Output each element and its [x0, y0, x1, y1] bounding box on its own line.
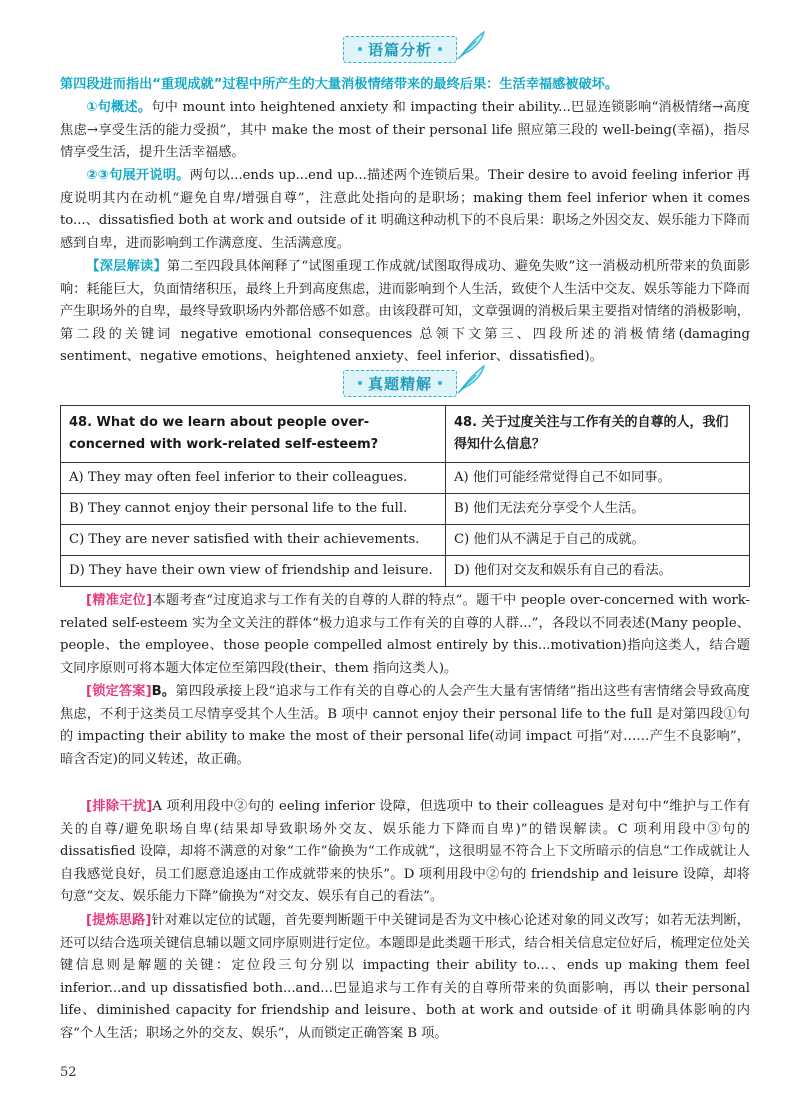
exclude-label: [排除干扰] — [86, 799, 153, 814]
locate-label: [精准定位] — [86, 593, 153, 608]
refine-text: 针对难以定位的试题，首先要判断题干中关键词是否为文中核心论述对象的同义改写；如若无法判断，还可以结合选项关键信息辅以题文同序原则进行定位。本题即是此类题干形式，结合相关信息定位好后，梳理定位处关键信息则是解题的关键：定位段三句分别以 impacting their ability to...、ends up making them feel inferior...and up dissatisfied both...and...巴显追求与工作有关的自尊所带来的负面影响，再以 their personal life、diminished capacity for friendship and leisure、both at work and outside of it 明确具体影响的内容“个人生活；职场之外的交友、娱乐”，从而锁定正确答案 B 项。 — [60, 913, 750, 1041]
answer-text: 第四段承接上段“追求与工作有关的自尊心的人会产生大量有害情绪”指出这些有害情绪会导致高度焦虑，不利于这类员工尽情享受其个人生活。B 项中 cannot enjoy their personal life to the full 是对第四段①句的 impacting their ability to make the most of their personal life(动词 impact 可指“对……产生不良影响”，暗含否定)的同义转述，故正确。 — [60, 684, 750, 767]
table-row-option — [61, 494, 750, 525]
table-row-stem — [61, 406, 750, 463]
option-a-en: A) They may often feel inferior to their colleagues. — [61, 463, 446, 494]
analysis-p1-label: ①句概述。 — [86, 100, 152, 115]
question-stem-en: 48. What do we learn about people over-concerned with work-related self-esteem? — [61, 406, 446, 463]
answer-letter: B。 — [151, 684, 176, 699]
analysis-p2-text: 两句以...ends up...end up...描述两个连锁后果。Their desire to avoid feeling inferior 再度说明其内在动机“避免自卑/增强自尊”，注意此处指向的是职场；making them feel inferior when it comes to...、dissatisfied both at work and outside of it 明确这种动机下的不良后果：职场之外因交友、娱乐能力下降而感到自卑，进而影响到工作满意度、生活满意度。 — [60, 168, 750, 251]
analysis-lead: 第四段进而指出“重现成就”过程中所产生的大量消极情绪带来的最终后果：生活幸福感被破坏。 — [60, 77, 619, 92]
exclude-text: A 项利用段中②句的 eeling inferior 设障，但选项中 to their colleagues 是对句中“维护与工作有关的自尊/避免职场自卑(结果却导致职场外交友、娱乐能力下降而自卑)”的错误解读。C 项利用段中③句的 dissatisfied 设障，却将不满意的对象“工作”偷换为“工作成就”，这很明显不符合上下文所暗示的信息“工作成就让人自我感觉良好，员工们愿意追逐由工作成就带来的快乐”。D 项利用段中②句的 friendship and leisure 设障，却将句意“交友、娱乐能力下降”偷换为“对交友、娱乐有自己的看法”。 — [60, 799, 750, 905]
banner-dot-icon — [358, 381, 362, 385]
banner-title: 语篇分析 — [367, 40, 432, 59]
option-b-zh: B) 他们无法充分享受个人生活。 — [446, 494, 750, 525]
analysis-p1-text: 句中 mount into heightened anxiety 和 impacting their ability...巴显连锁影响“消极情绪→高度焦虑→享受生活的能力受损”，其中 make the most of their personal life 照应第三段的 well-being(幸福)，指尽情享受生活，提升生活幸福感。 — [60, 100, 750, 161]
locate-text: 本题考查“过度追求与工作有关的自尊的人群的特点”。题干中 people over-concerned with work-related self-esteem 实为全文关注的群体“极力追求与工作有关的自尊的人群...”，各段以不同表述(Many people、people、the employee、those people compelled almost entirely by this...motivation)指向这类人，结合题文同序原则可将本题大体定位至第四段(their、them 指向这类人)。 — [60, 593, 750, 676]
explain-answer — [60, 681, 750, 771]
analysis-p2-label: ②③句展开说明。 — [86, 168, 190, 183]
table-row-option — [61, 463, 750, 494]
option-c-zh: C) 他们从不满足于自己的成就。 — [446, 525, 750, 556]
explain-locate — [60, 590, 750, 680]
question-table — [60, 405, 750, 587]
banner-dot-icon — [438, 47, 442, 51]
section-banner-analysis — [0, 32, 800, 66]
table-row-option — [61, 556, 750, 587]
banner-title: 真题精解 — [367, 374, 432, 393]
analysis-paragraph-3 — [60, 256, 750, 369]
page-number: 52 — [60, 1065, 77, 1080]
option-d-en: D) They have their own view of friendship and leisure. — [61, 556, 446, 587]
banner-dot-icon — [438, 381, 442, 385]
quill-icon — [456, 29, 488, 61]
option-b-en: B) They cannot enjoy their personal life to the full. — [61, 494, 446, 525]
section-banner-exam — [0, 366, 800, 400]
analysis-paragraph-1 — [60, 97, 750, 165]
question-stem-zh: 48. 关于过度关注与工作有关的自尊的人，我们得知什么信息？ — [446, 406, 750, 463]
answer-label: [锁定答案] — [86, 684, 152, 699]
analysis-p3-text: 第二至四段具体阐释了“试图重现工作成就/试图取得成功、避免失败”这一消极动机所带来的负面影响：耗能巨大，负面情绪积压，最终上升到高度焦虑，进而影响到个人生活，致使个人生活中交友、娱乐等能力下降而产生职场外的自卑，最终导致职场内外都倍感不如意。由该段群可知，文章强调的消极后果主要指对情绪的消极影响，第二段的关键词 negative emotional consequences 总领下文第三、四段所述的消极情绪(damaging sentiment、negative emotions、heightened anxiety、feel inferior、dissatisfied)。 — [60, 259, 750, 365]
option-c-en: C) They are never satisfied with their achievements. — [61, 525, 446, 556]
banner-dot-icon — [358, 47, 362, 51]
quill-icon — [456, 363, 488, 395]
explain-exclude — [60, 796, 750, 909]
explain-refine — [60, 910, 750, 1046]
banner-box — [343, 36, 457, 63]
analysis-paragraph-2 — [60, 165, 750, 255]
analysis-p3-label: 【深层解读】 — [86, 259, 167, 274]
option-d-zh: D) 他们对交友和娱乐有自己的看法。 — [446, 556, 750, 587]
refine-label: [提炼思路] — [86, 913, 152, 928]
table-row-option — [61, 525, 750, 556]
option-a-zh: A) 他们可能经常觉得自己不如同事。 — [446, 463, 750, 494]
banner-box — [343, 370, 457, 397]
